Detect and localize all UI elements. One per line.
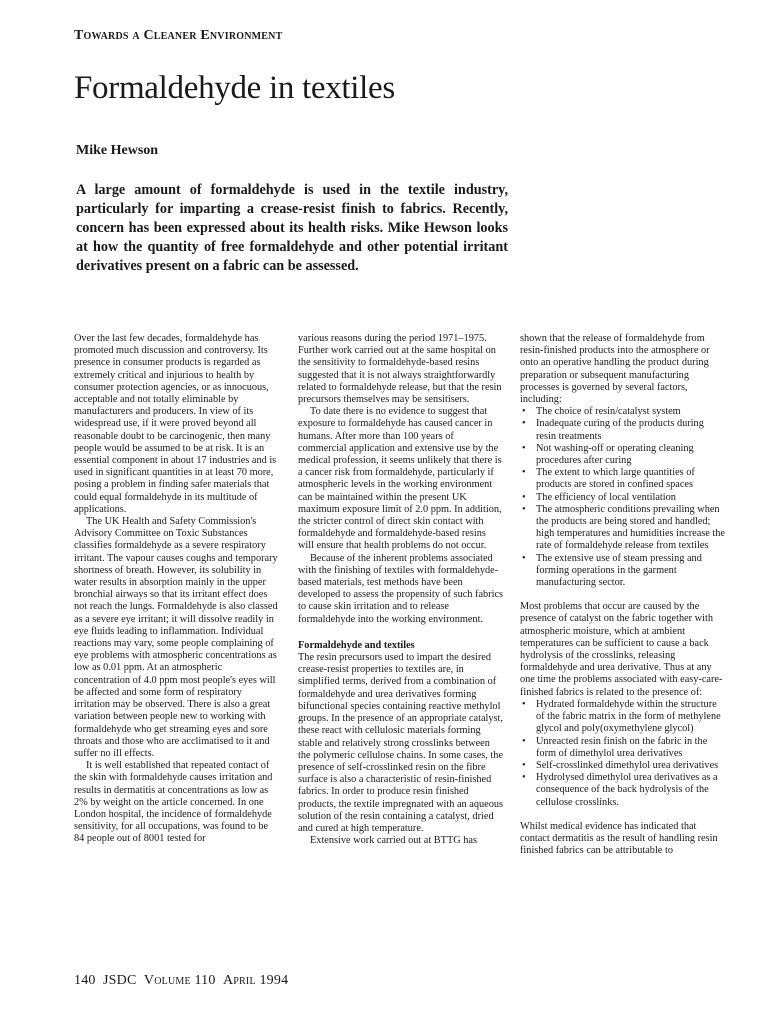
article-title: Formaldehyde in textiles — [74, 70, 395, 106]
list-item: • The extent to which large quantities of products are stored in confined spaces — [536, 467, 726, 491]
column-2 — [298, 333, 504, 847]
column-3 — [520, 333, 726, 857]
list-item: • Hydrolysed dimethylol urea derivatives as a consequence of the back hydrolysis of the cellulose crosslinks. — [536, 772, 726, 809]
paragraph: It is well established that repeated contact of the skin with formaldehyde causes irritation and results in dermatitis at concentrations as low as 2% by weight on the article concerned. In one London hospital, the incidence of formaldehyde sensitivity, for all occupations, was found to be 84 people out of 8001 tested for — [74, 760, 273, 845]
series-title: Towards a Cleaner Environment — [74, 28, 283, 43]
author-name: Mike Hewson — [76, 143, 159, 158]
section-heading: Formaldehyde and textiles — [298, 639, 415, 651]
paragraph: Extensive work carried out at BTTG has — [310, 835, 477, 847]
issue-date: April 1994 — [222, 973, 289, 988]
volume-number: 110 — [194, 973, 216, 988]
paragraph: The resin precursors used to impart the desired crease-resist properties to textiles are, in simplified terms, derived from a combination of formaldehyde and urea derivatives forming bifunctional species containing reactive methylol groups. In the presence of an appropriate catalyst, these react with cellulosic materials forming stable and relatively strong crosslinks between the polymeric cellulose chains. In some cases, the presence of self-crosslinked resin on the fibre surface is also a characteristic of resin-finished fabrics. In order to produce resin finished products, the textile impregnated with an aqueous solution of the resin containing a catalyst, dried and cured at high temperature. — [298, 652, 504, 834]
list-item: • Hydrated formaldehyde within the structure of the fabric matrix in the form of methylene glycol and poly(oxymethylene glycol) — [536, 699, 726, 736]
page-footer — [74, 973, 288, 989]
column-1 — [74, 333, 280, 846]
paragraph: The UK Health and Safety Commission's Advisory Committee on Toxic Substances classifies formaldehyde as a severe respiratory irritant. The vapour causes coughs and temporary shortness of breath. However, its solubility in water results in absorption mainly in the upper bronchial airways so that its irritant effect does not reach the lungs. Formaldehyde is also classed as a severe eye irritant; it will dissolve readily in eye fluids leading to inflammation. Individual reactions may vary, some people complaining of eye problems with atmospheric concentrations as low as 0.01 ppm. At an atmospheric concentration of 4.0 ppm most people's eyes will be affected and some form of respiratory irritation may be observed. There is also a great variation between people new to working with formaldehyde who get streaming eyes and sore throats and those who are acclimatised to it and suffer no ill effects. — [74, 516, 278, 759]
list-item: • Not washing-off or operating cleaning procedures after curing — [536, 443, 726, 467]
page-number: 140 — [74, 973, 96, 988]
list-item: • Self-crosslinked dimethylol urea derivatives — [536, 760, 726, 772]
volume-label: Volume — [143, 973, 191, 988]
list-item: • Inadequate curing of the products during resin treatments — [536, 418, 726, 442]
list-item: • Unreacted resin finish on the fabric in the form of dimethylol urea derivatives — [536, 736, 726, 760]
paragraph: Whilst medical evidence has indicated that contact dermatitis as the result of handling resin finished fabrics can be attributable to — [520, 820, 718, 857]
factor-list — [520, 406, 726, 589]
standfirst-abstract: A large amount of formaldehyde is used in the textile industry, particularly for imparting a crease-resist finish to fabrics. Recently, concern has been expressed about its health risks. Mike Hewson looks at how the quantity of free formaldehyde and other potential irritant derivatives present on a fabric can be assessed. — [76, 182, 508, 274]
list-item: • The atmospheric conditions prevailing when the products are being stored and handled; high temperatures and humidities increase the rate of formaldehyde release from textiles — [536, 504, 726, 553]
paragraph: shown that the release of formaldehyde from resin-finished products into the atmosphere or onto an operative handling the product during preparation or subsequent manufacturing processes is governed by several factors, including: — [520, 333, 710, 406]
paragraph: various reasons during the period 1971–1975. Further work carried out at the same hospital on the sensitivity to formaldehyde-based resins suggested that it is not always straightforwardly related to formaldehyde release, but that the resin precursors themselves may be sensitisers. — [298, 333, 502, 406]
list-item: • The extensive use of steam pressing and forming operations in the garment manufacturing sector. — [536, 553, 726, 590]
list-item: • The choice of resin/catalyst system — [536, 406, 726, 418]
paragraph: Over the last few decades, formaldehyde has promoted much discussion and controversy. Its presence in consumer products is regarded as extremely critical and injurious to health by consumer protection agencies, or as innocuous, acceptable and not totally eliminable by manufacturers and producers. In view of its widespread use, if it were proved beyond all reasonable doubt to be carcinogenic, then many people would be assumed to be at risk. It is an essential component in about 17 industries and is used in significant quantities in at least 70 more, posing a problem in finding safer materials that could equal formaldehyde in its multitude of applications. — [74, 333, 277, 515]
list-item: • The efficiency of local ventilation — [536, 492, 726, 504]
paragraph: Because of the inherent problems associated with the finishing of textiles with formaldehyde-based materials, test methods have been developed to assess the propensity of such fabrics to cause skin irritation and to release formaldehyde into the working environment. — [298, 552, 504, 625]
presence-list — [520, 699, 726, 809]
paragraph: Most problems that occur are caused by the presence of catalyst on the fabric together with atmospheric moisture, which at ambient temperatures can be sufficient to cause a back hydrolysis of the crosslinks, releasing formaldehyde and urea derivative. Thus at any one time the problems associated with easy-care-finished fabrics is related to the presence of: — [520, 601, 723, 698]
paragraph: To date there is no evidence to suggest that exposure to formaldehyde has caused cancer in humans. After more than 100 years of commercial application and extensive use by the medical profession, it seems unlikely that there is a cancer risk from formaldehyde, particularly if atmospheric levels in the working environment can be maintained within the present UK maximum exposure limit of 2.0 ppm. In addition, the stricter control of direct skin contact with formaldehyde and formaldehyde-based resins will ensure that health problems do not occur. — [298, 406, 502, 552]
journal-name: JSDC — [103, 973, 137, 988]
